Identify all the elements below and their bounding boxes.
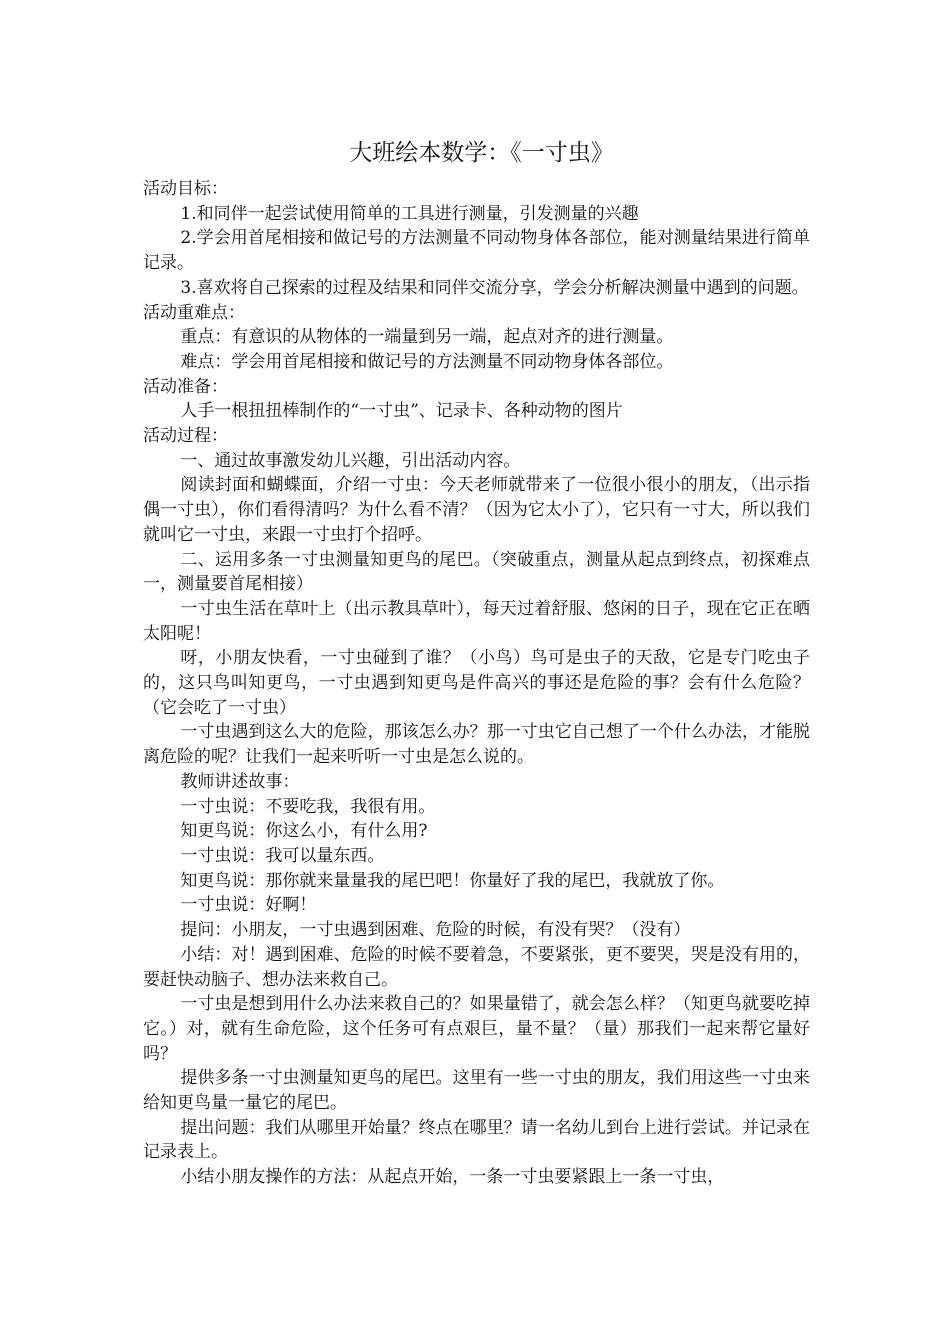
paragraph: 提供多条一寸虫测量知更鸟的尾巴。这里有一些一寸虫的朋友，我们用这些一寸虫来给知更鸟量一量它的尾巴。 [143, 1068, 810, 1114]
paragraph: 重点：有意识的从物体的一端量到另一端，起点对齐的进行测量。 [180, 327, 674, 348]
paragraph: 一寸虫遇到这么大的危险，那该怎么办？那一寸虫它自己想了一个什么办法，才能脱离危险的呢？让我们一起来听听一寸虫是怎么说的。 [143, 722, 810, 768]
paragraph: 教师讲述故事： [180, 771, 300, 792]
document-body [143, 177, 810, 1190]
paragraph: 阅读封面和蝴蝶面，介绍一寸虫：今天老师就带来了一位很小很小的朋友，（出示指偶一寸虫），你们看得清吗？为什么看不清？（因为它太小了），它只有一寸大，所以我们就叫它一寸虫，来跟一寸虫打个招呼。 [143, 475, 810, 545]
paragraph: 提出问题：我们从哪里开始量？终点在哪里？请一名幼儿到台上进行尝试。并记录在记录表上。 [143, 1117, 810, 1163]
paragraph: 人手一根扭扭棒制作的“一寸虫”、记录卡、各种动物的图片 [180, 401, 623, 422]
section-heading: 活动准备： [143, 376, 228, 397]
paragraph: 知更鸟说：你这么小，有什么用? [180, 821, 428, 842]
paragraph: 一、通过故事激发幼儿兴趣，引出活动内容。 [180, 450, 521, 471]
paragraph: 一寸虫说：好啊！ [180, 895, 317, 916]
paragraph: 提问：小朋友，一寸虫遇到困难、危险的时候，有没有哭？（没有） [180, 920, 691, 941]
section-heading: 活动过程： [143, 426, 228, 447]
document-page [143, 136, 810, 1190]
paragraph: 小结小朋友操作的方法：从起点开始，一条一寸虫要紧跟上一条一寸虫， [180, 1167, 725, 1188]
paragraph: 二、运用多条一寸虫测量知更鸟的尾巴。（突破重点，测量从起点到终点，初探难点一，测量要首尾相接） [143, 549, 810, 595]
paragraph: 难点：学会用首尾相接和做记号的方法测量不同动物身体各部位。 [180, 351, 674, 372]
paragraph: 呀，小朋友快看，一寸虫碰到了谁？（小鸟）鸟可是虫子的天敌，它是专门吃虫子的，这只鸟叫知更鸟，一寸虫遇到知更鸟是件高兴的事还是危险的事？会有什么危险？（它会吃了一寸虫） [143, 648, 810, 718]
paragraph: 一寸虫是想到用什么办法来救自己的？如果量错了，就会怎么样？（知更鸟就要吃掉它。）对，就有生命危险，这个任务可有点艰巨，量不量？（量）那我们一起来帮它量好吗？ [143, 994, 810, 1064]
paragraph: 一寸虫说：不要吃我，我很有用。 [180, 796, 436, 817]
section-heading: 活动重难点： [143, 302, 245, 323]
paragraph: 知更鸟说：那你就来量量我的尾巴吧！你量好了我的尾巴，我就放了你。 [180, 870, 725, 891]
section-heading: 活动目标： [143, 179, 228, 199]
paragraph: 3.喜欢将自己探索的过程及结果和同伴交流分享，学会分析解决测量中遇到的问题。 [180, 277, 809, 298]
paragraph: 一寸虫说：我可以量东西。 [180, 845, 385, 866]
paragraph: 一寸虫生活在草叶上（出示教具草叶），每天过着舒服、悠闲的日子，现在它正在晒太阳呢！ [143, 598, 810, 644]
paragraph: 1.和同伴一起尝试使用简单的工具进行测量，引发测量的兴趣 [180, 203, 639, 224]
paragraph: 小结：对！遇到困难、危险的时候不要着急，不要紧张，更不要哭，哭是没有用的，要赶快动脑子、想办法来救自己。 [143, 944, 810, 990]
document-title: 大班绘本数学：《一寸虫》 [349, 140, 614, 166]
paragraph: 2.学会用首尾相接和做记号的方法测量不同动物身体各部位，能对测量结果进行简单记录。 [143, 228, 810, 274]
